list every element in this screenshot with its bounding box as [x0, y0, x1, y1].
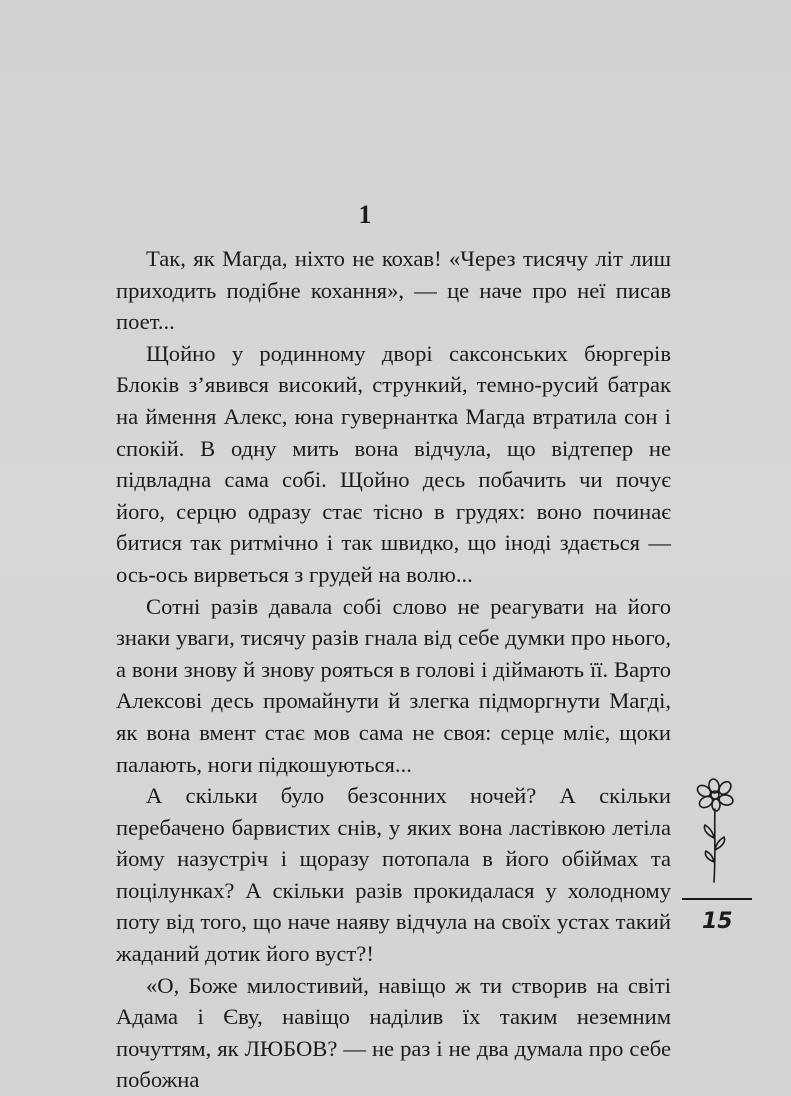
page-number: 15: [702, 909, 733, 934]
paragraph-2: Щойно у родинному дворі саксонських бюргерів Блоків з’явився високий, стрункий, темно-русий батрак на ймення Алекс, юна гувернантка Магда втратила сон і спокій. В одну мить вона відчула, що відтепер не підвладна сама собі. Щойно десь побачить чи почує його, серцю одразу стає тісно в грудях: воно починає битися так ритмічно і так швидко, що іноді здається — ось-ось вирветься з грудей на волю...: [116, 340, 671, 587]
paragraph-3: Сотні разів давала собі слово не реагувати на його знаки уваги, тисячу разів гнала від себе думки про нього, а вони знову й знову рояться в голові і діймають її. Варто Алексові десь промайнути й злегка підморгнути Магді, як вона вмент стає мов сама не своя: серце мліє, щоки палають, ноги підкошуються...: [116, 593, 671, 777]
paragraph-1: Так, як Магда, ніхто не кохав! «Через тисячу літ лиш приходить подібне кохання», — це наче про неї писав поет...: [116, 246, 671, 335]
paragraph-5: «О, Боже милостивий, навіщо ж ти створив на світі Адама і Єву, навіщо наділив їх таким неземним почуттям, як ЛЮБОВ? — не раз і не два думала про себе побожна: [116, 972, 671, 1093]
body-text: [116, 243, 671, 1096]
flower-icon: [692, 778, 742, 888]
chapter-number: 1: [358, 200, 372, 229]
footer-rule: [682, 898, 752, 900]
paragraph-4: А скільки було безсонних ночей? А скільки перебачено барвистих снів, у яких вона ластівкою летіла йому назустріч і щоразу потопала в його обіймах та поцілунках? А скільки разів прокидалася у холодному поту від того, що наче наяву відчула на своїх устах такий жаданий дотик його вуст?!: [116, 783, 671, 967]
